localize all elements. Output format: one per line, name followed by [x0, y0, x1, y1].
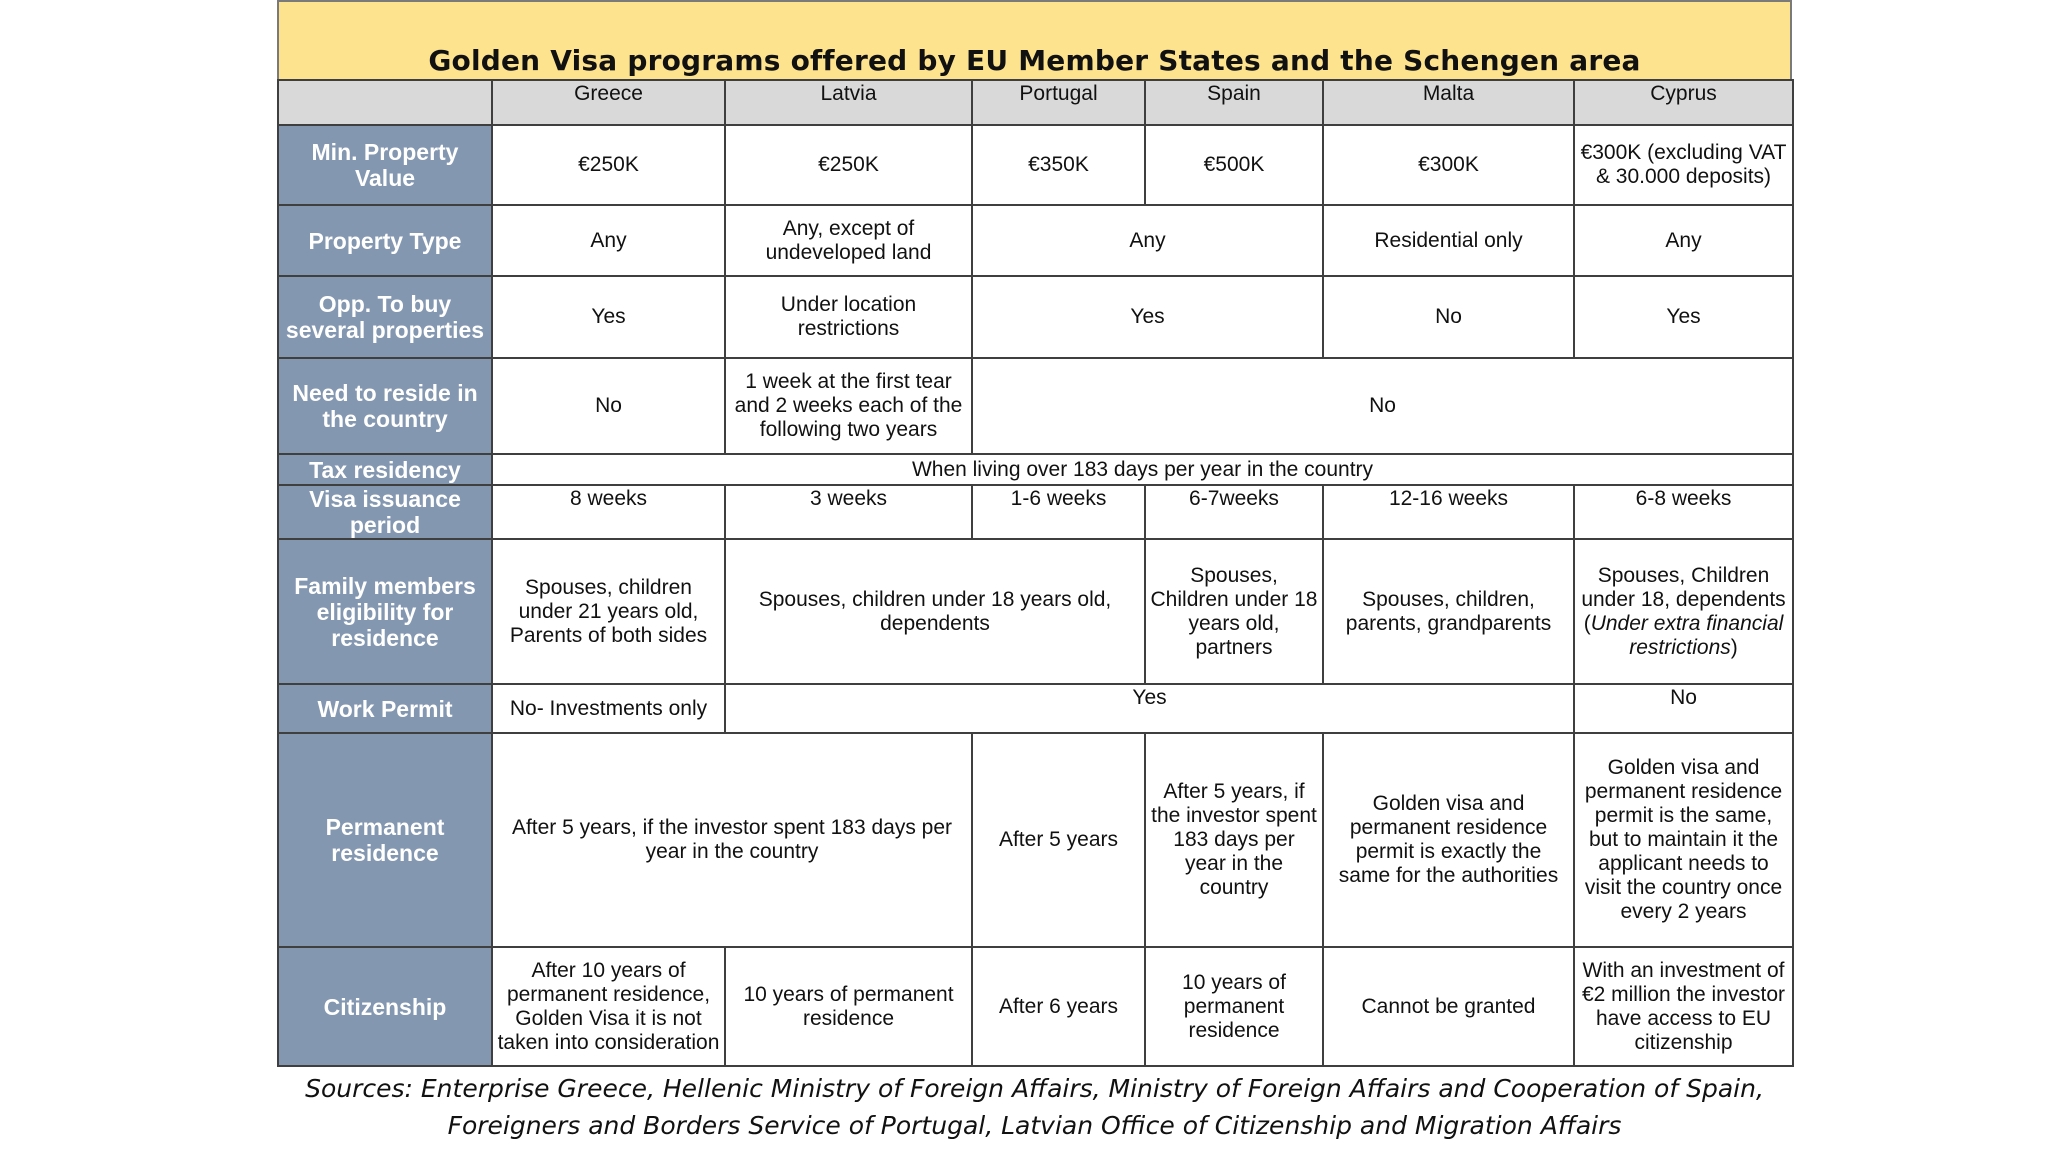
column-header-cyprus: Cyprus [1574, 80, 1793, 125]
column-header-spain: Spain [1145, 80, 1323, 125]
row-label-work-permit: Work Permit [278, 684, 492, 733]
cell-greece-citizenship: After 10 years of permanent residence, Golden Visa it is not taken into consideration [492, 947, 725, 1066]
cell-spain-visa-issuance: 6-7weeks [1145, 485, 1323, 539]
cell-spain-permanent-residence: After 5 years, if the investor spent 183 days per year in the country [1145, 733, 1323, 947]
row-label-min-property-value: Min. Property Value [278, 125, 492, 205]
row-permanent-residence [278, 733, 1793, 947]
cell-malta-visa-issuance: 12-16 weeks [1323, 485, 1574, 539]
row-label-family-members: Family members eligibility for residence [278, 539, 492, 684]
column-header-malta: Malta [1323, 80, 1574, 125]
cell-malta-permanent-residence: Golden visa and permanent residence permit is exactly the same for the authorities [1323, 733, 1574, 947]
cell-latvia-citizenship: 10 years of permanent residence [725, 947, 972, 1066]
cell-latvia-property-type: Any, except of undeveloped land [725, 205, 972, 276]
cell-greece-work-permit: No- Investments only [492, 684, 725, 733]
cell-malta-citizenship: Cannot be granted [1323, 947, 1574, 1066]
cell-portugal-permanent-residence: After 5 years [972, 733, 1145, 947]
row-label-several-properties: Opp. To buy several properties [278, 276, 492, 358]
cell-others-need-to-reside: No [972, 358, 1793, 454]
cell-malta-min-property: €300K [1323, 125, 1574, 205]
row-label-permanent-residence: Permanent residence [278, 733, 492, 947]
cell-greece-latvia-permanent-residence: After 5 years, if the investor spent 183 days per year in the country [492, 733, 972, 947]
cell-all-tax-residency: When living over 183 days per year in the country [492, 454, 1793, 485]
row-need-to-reside [278, 358, 1793, 454]
cell-greece-family: Spouses, children under 21 years old, Parents of both sides [492, 539, 725, 684]
row-label-visa-issuance: Visa issuance period [278, 485, 492, 539]
comparison-table [277, 79, 1794, 1067]
column-header-latvia: Latvia [725, 80, 972, 125]
cell-malta-family: Spouses, children, parents, grandparents [1323, 539, 1574, 684]
row-label-tax-residency: Tax residency [278, 454, 492, 485]
cell-cyprus-property-type: Any [1574, 205, 1793, 276]
column-header-portugal: Portugal [972, 80, 1145, 125]
row-visa-issuance [278, 485, 1793, 539]
table-title: Golden Visa programs offered by EU Member States and the Schengen area [428, 44, 1641, 77]
cell-portugal-citizenship: After 6 years [972, 947, 1145, 1066]
row-label-property-type: Property Type [278, 205, 492, 276]
sources-note [277, 1070, 1792, 1144]
cell-portugal-spain-several-properties: Yes [972, 276, 1323, 358]
cell-cyprus-several-properties: Yes [1574, 276, 1793, 358]
cell-malta-property-type: Residential only [1323, 205, 1574, 276]
cell-spain-min-property: €500K [1145, 125, 1323, 205]
cell-greece-need-to-reside: No [492, 358, 725, 454]
cell-malta-several-properties: No [1323, 276, 1574, 358]
cell-latvia-min-property: €250K [725, 125, 972, 205]
row-family-members [278, 539, 1793, 684]
cell-spain-citizenship: 10 years of permanent residence [1145, 947, 1323, 1066]
cell-portugal-min-property: €350K [972, 125, 1145, 205]
cell-latvia-visa-issuance: 3 weeks [725, 485, 972, 539]
row-min-property-value [278, 125, 1793, 205]
cyprus-family-text: Spouses, Children under 18, dependents ( [1581, 563, 1786, 635]
cell-latvia-need-to-reside: 1 week at the first tear and 2 weeks each of the following two years [725, 358, 972, 454]
row-label-citizenship: Citizenship [278, 947, 492, 1066]
cell-greece-several-properties: Yes [492, 276, 725, 358]
row-work-permit [278, 684, 1793, 733]
cell-greece-property-type: Any [492, 205, 725, 276]
cyprus-family-note: Under extra financial restrictions [1590, 611, 1784, 659]
cell-cyprus-visa-issuance: 6-8 weeks [1574, 485, 1793, 539]
row-tax-residency [278, 454, 1793, 485]
cell-latvia-portugal-family: Spouses, children under 18 years old, dependents [725, 539, 1145, 684]
cell-spain-family: Spouses, Children under 18 years old, partners [1145, 539, 1323, 684]
row-label-need-to-reside: Need to reside in the country [278, 358, 492, 454]
cell-greece-visa-issuance: 8 weeks [492, 485, 725, 539]
header-row [278, 80, 1793, 125]
cell-cyprus-work-permit: No [1574, 684, 1793, 733]
cell-portugal-spain-property-type: Any [972, 205, 1323, 276]
cell-latvia-to-malta-work-permit: Yes [725, 684, 1574, 733]
row-citizenship [278, 947, 1793, 1066]
cell-cyprus-min-property: €300K (excluding VAT & 30.000 deposits) [1574, 125, 1793, 205]
cell-greece-min-property: €250K [492, 125, 725, 205]
row-property-type [278, 205, 1793, 276]
title-banner [277, 0, 1792, 79]
sources-line-2: Foreigners and Borders Service of Portugal, Latvian Office of Citizenship and Migration Affairs [447, 1111, 1622, 1140]
cyprus-family-close: ) [1730, 635, 1738, 659]
cell-cyprus-citizenship: With an investment of €2 million the investor have access to EU citizenship [1574, 947, 1793, 1066]
cell-cyprus-family [1574, 539, 1793, 684]
column-header-greece: Greece [492, 80, 725, 125]
cell-portugal-visa-issuance: 1-6 weeks [972, 485, 1145, 539]
cell-cyprus-permanent-residence: Golden visa and permanent residence permit is the same, but to maintain it the applicant needs to visit the country once every 2 years [1574, 733, 1793, 947]
row-several-properties [278, 276, 1793, 358]
cell-latvia-several-properties: Under location restrictions [725, 276, 972, 358]
sources-line-1: Sources: Enterprise Greece, Hellenic Ministry of Foreign Affairs, Ministry of Foreign Affairs and Cooperation of Spain, [305, 1074, 1764, 1103]
header-corner [278, 80, 492, 125]
